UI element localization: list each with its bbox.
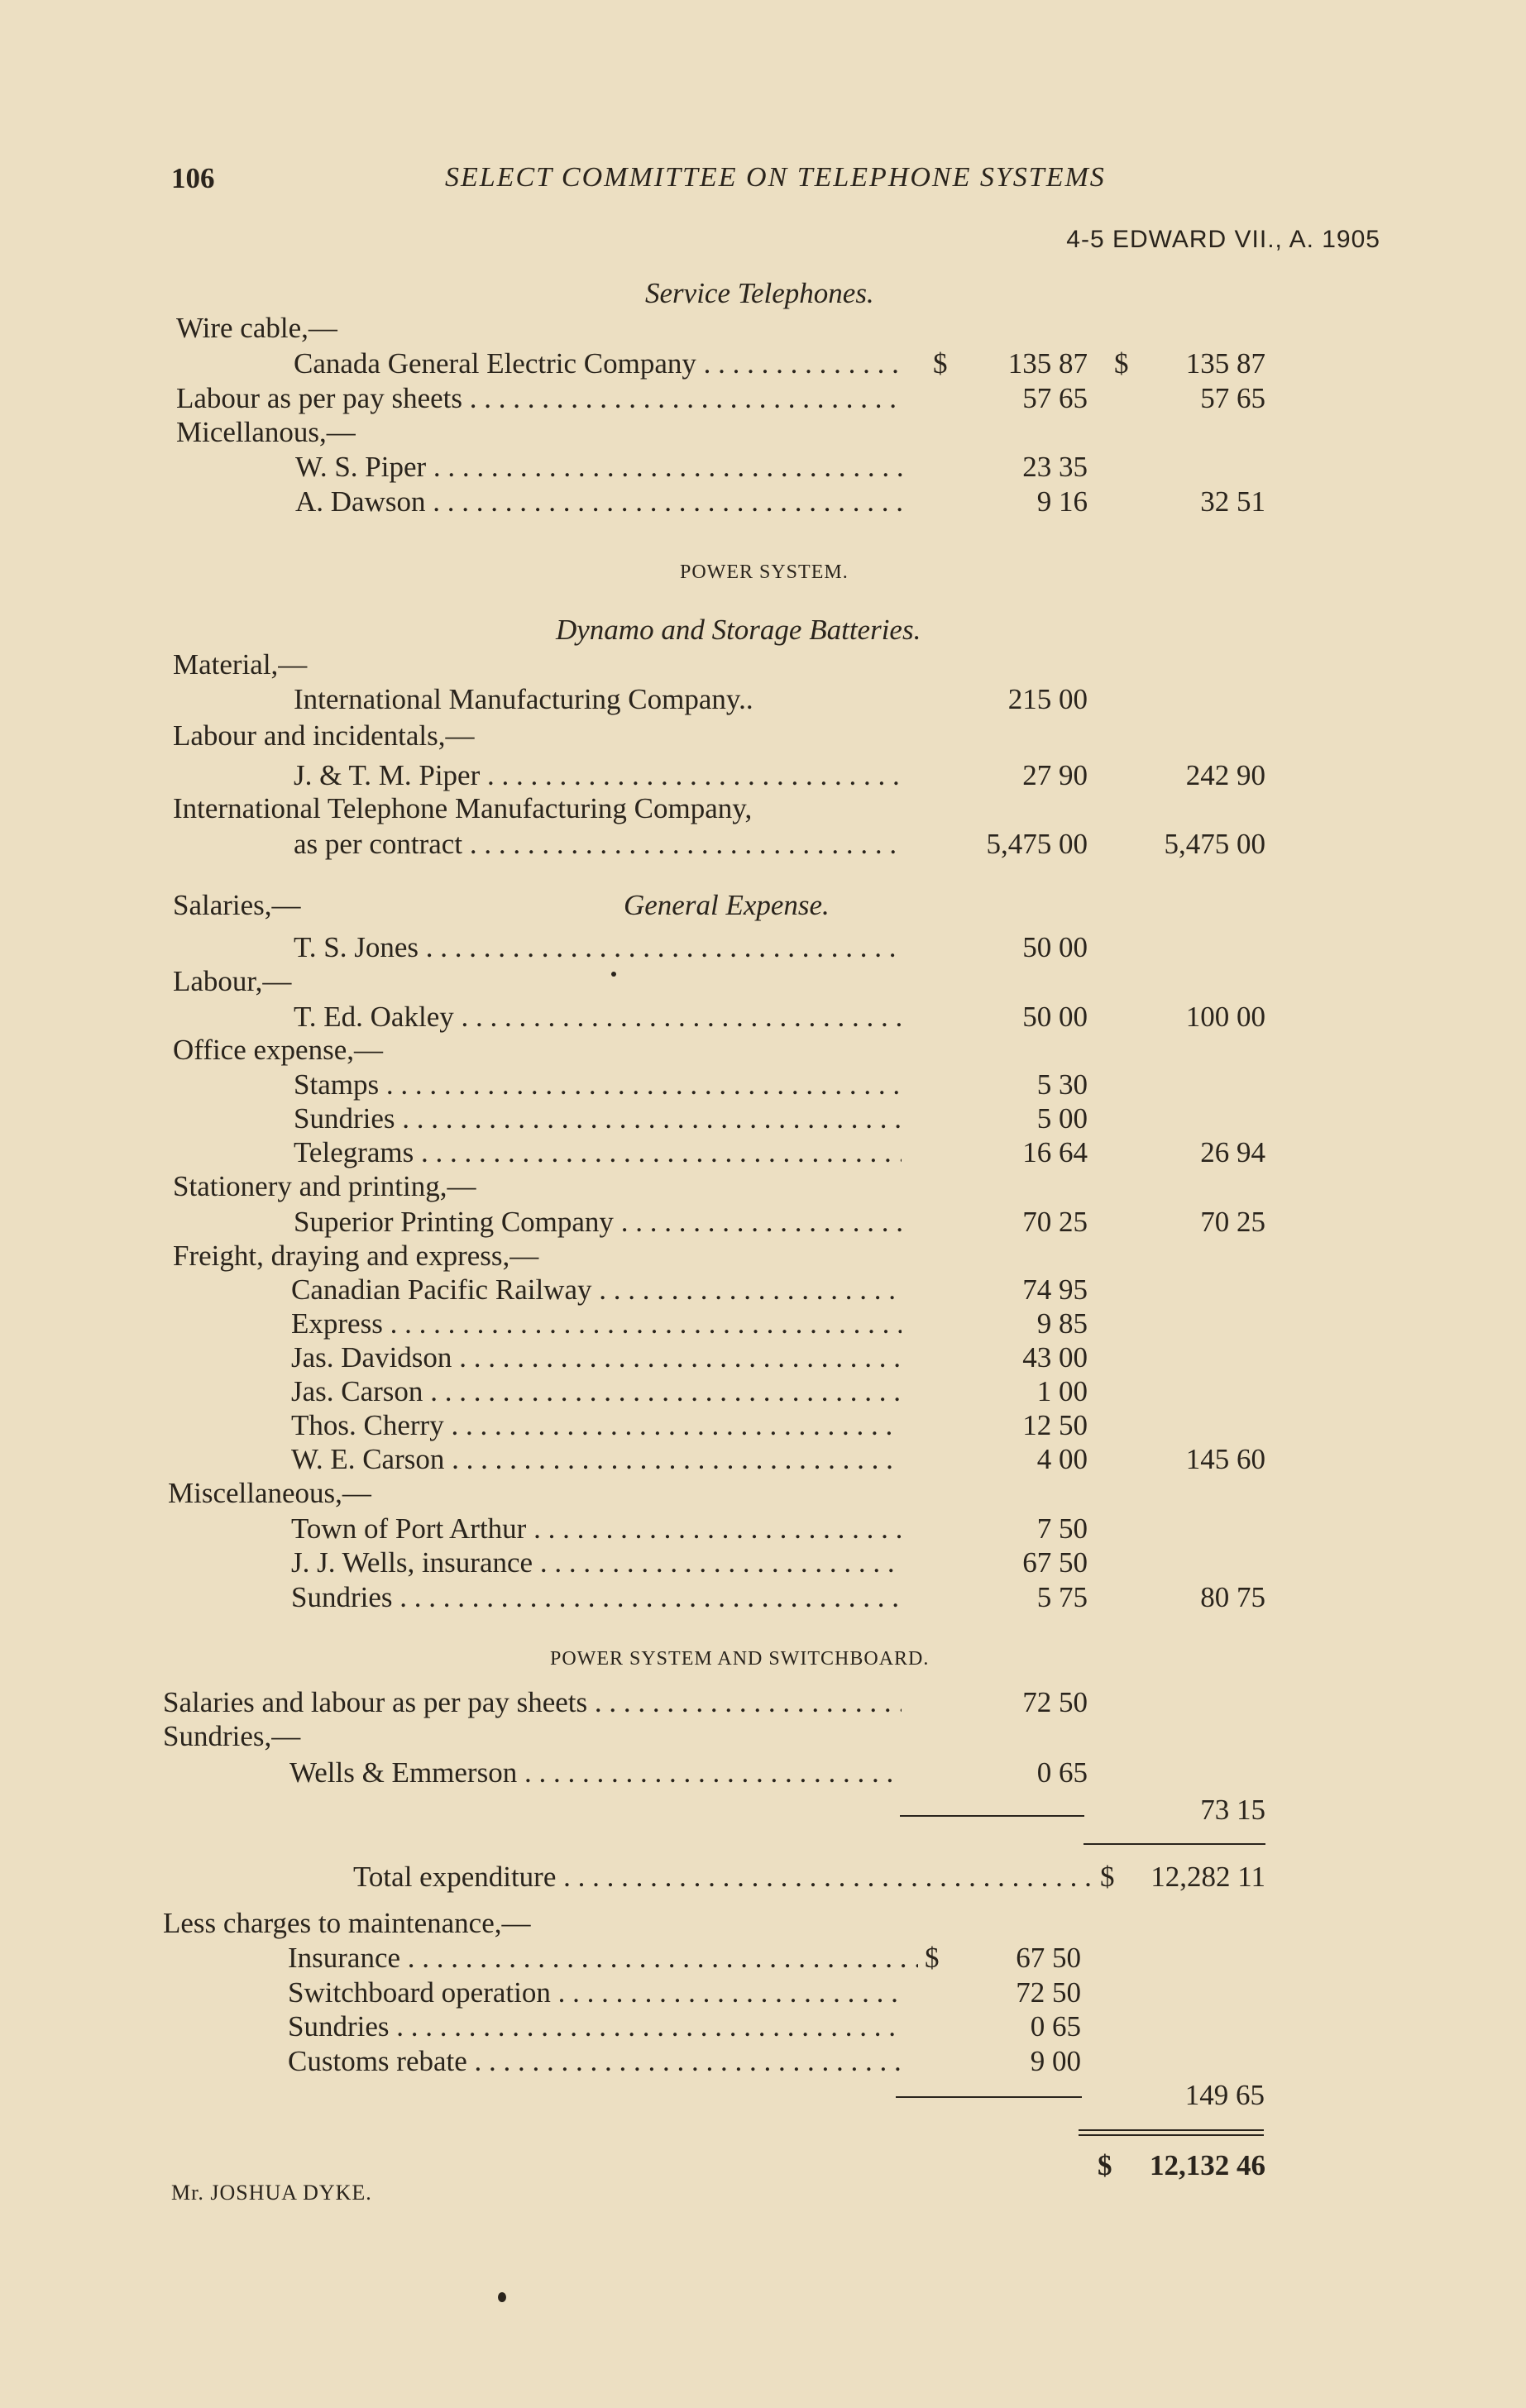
total-amount: 135 87: [1185, 347, 1265, 380]
subtotal-amount: 73 15: [1200, 1794, 1265, 1826]
total-amount: 80 75: [1200, 1581, 1265, 1613]
category-salaries: Salaries,—: [173, 889, 301, 921]
amount: 5 30: [1036, 1068, 1088, 1101]
item-label: W. S. Piper . . .: [295, 451, 903, 484]
amount: 5 75: [1036, 1581, 1088, 1613]
ledger-row: [0, 1068, 1526, 1101]
item-label: Labour as per pay sheets . . .: [176, 382, 902, 415]
item-label: Town of Port Arthur . . .: [291, 1512, 902, 1546]
dollar-sign: $: [933, 347, 948, 380]
item-label: J. & T. M. Piper . . .: [294, 759, 902, 792]
running-title: SELECT COMMITTEE ON TELEPHONE SYSTEMS: [445, 162, 1106, 193]
amount: 67 50: [1016, 1942, 1081, 1974]
amount: 72 50: [1022, 1686, 1088, 1718]
amount: 43 00: [1022, 1341, 1088, 1374]
ledger-row: [0, 1942, 1526, 1975]
total-amount: 100 00: [1185, 1001, 1265, 1033]
category-miscellaneous: Miscellaneous,—: [168, 1477, 371, 1509]
ledger-row: [0, 1581, 1526, 1614]
item-label: J. J. Wells, insurance . . .: [291, 1546, 902, 1579]
amount: 9 00: [1030, 2045, 1081, 2077]
ledger-row: [0, 382, 1526, 415]
amount: 16 64: [1022, 1136, 1088, 1168]
amount: 27 90: [1022, 759, 1088, 791]
total-amount: 26 94: [1200, 1136, 1265, 1168]
section-heading-switchboard: POWER SYSTEM AND SWITCHBOARD.: [550, 1648, 930, 1670]
net-total-row: [0, 2149, 1526, 2182]
item-label: W. E. Carson . . .: [291, 1443, 902, 1476]
ink-speck: [498, 2292, 506, 2302]
total-amount: 5,475 00: [1164, 828, 1265, 860]
section-heading-service-telephones: Service Telephones.: [645, 277, 874, 309]
amount: 23 35: [1022, 451, 1088, 483]
ledger-row: [0, 1546, 1526, 1579]
item-label: Insurance . . .: [288, 1942, 918, 1975]
ledger-row: [0, 828, 1526, 861]
ledger-row: [0, 1102, 1526, 1135]
category-misc: Micellanous,—: [176, 416, 356, 448]
ledger-row: [0, 1001, 1526, 1034]
total-amount: 70 25: [1200, 1206, 1265, 1238]
page-number: 106: [171, 162, 215, 194]
amount: 50 00: [1022, 1001, 1088, 1033]
category-office-expense: Office expense,—: [173, 1034, 383, 1066]
category-material: Material,—: [173, 648, 308, 681]
total-amount: 242 90: [1185, 759, 1265, 791]
amount: 5,475 00: [986, 828, 1088, 860]
item-label: Sundries . . .: [294, 1102, 902, 1135]
net-total-amount: 12,132 46: [1150, 2149, 1265, 2181]
amount: 0 65: [1036, 1756, 1088, 1789]
item-label: Jas. Davidson . . .: [291, 1341, 902, 1374]
ink-speck: [611, 972, 616, 977]
item-label: Jas. Carson . . .: [291, 1375, 902, 1408]
category-labour: Labour,—: [173, 965, 292, 997]
amount: 5 00: [1036, 1102, 1088, 1135]
category-sundries: Sundries,—: [163, 1720, 301, 1752]
item-label: International Manufacturing Company..: [294, 683, 753, 715]
amount: 67 50: [1022, 1546, 1088, 1579]
amount: 215 00: [1007, 683, 1088, 715]
item-label: Express . . .: [291, 1307, 902, 1340]
dollar-sign: $: [1098, 2149, 1112, 2181]
ledger-row: [0, 1206, 1526, 1239]
amount: 72 50: [1016, 1976, 1081, 2009]
category-itmc: International Telephone Manufacturing Company,: [173, 792, 753, 824]
dollar-sign: $: [1100, 1861, 1115, 1893]
ledger-row: [0, 1976, 1526, 2009]
amount: 50 00: [1022, 931, 1088, 963]
section-heading-power-system: POWER SYSTEM.: [680, 561, 849, 583]
amount: 9 16: [1036, 485, 1088, 518]
category-wire-cable: Wire cable,—: [176, 312, 337, 344]
ledger-row: [0, 451, 1526, 484]
item-label: Canadian Pacific Railway . . .: [291, 1273, 902, 1307]
ledger-row: [0, 1341, 1526, 1374]
item-label: Canada General Electric Company . . .: [294, 347, 902, 380]
ledger-row: [0, 759, 1526, 792]
amount: 74 95: [1022, 1273, 1088, 1306]
witness-name: Mr. JOSHUA DYKE.: [171, 2181, 372, 2205]
ledger-row: [0, 485, 1526, 518]
amount: 7 50: [1036, 1512, 1088, 1545]
subsection-heading-dynamo: Dynamo and Storage Batteries.: [556, 614, 921, 646]
dollar-sign: $: [925, 1942, 940, 1974]
net-rule-1: [1079, 2129, 1264, 2131]
item-label: Sundries . . .: [291, 1581, 902, 1614]
ledger-row: [0, 1443, 1526, 1476]
ledger-row: [0, 347, 1526, 380]
ledger-row: [0, 931, 1526, 964]
subsection-heading-general-expense: General Expense.: [624, 889, 830, 921]
ledger-row: [0, 1409, 1526, 1442]
amount: 4 00: [1036, 1443, 1088, 1475]
item-label: Stamps . . .: [294, 1068, 902, 1101]
ledger-row: [0, 1512, 1526, 1546]
ledger-row: [0, 1136, 1526, 1169]
less-charges-heading: Less charges to maintenance,—: [163, 1907, 531, 1939]
dollar-sign: $: [1114, 347, 1129, 380]
ledger-row: [0, 1273, 1526, 1307]
total-expenditure-label: Total expenditure . . .: [353, 1861, 1098, 1894]
ledger-row: [0, 1375, 1526, 1408]
total-amount: 57 65: [1200, 382, 1265, 414]
total-amount: 32 51: [1200, 485, 1265, 518]
amount: 12 50: [1022, 1409, 1088, 1441]
item-label: A. Dawson . . .: [295, 485, 903, 518]
ledger-row: [0, 1756, 1526, 1789]
amount: 1 00: [1036, 1375, 1088, 1407]
ledger-row: [0, 1686, 1526, 1719]
item-label: Salaries and labour as per pay sheets . . .: [163, 1686, 902, 1719]
regnal-year: 4-5 EDWARD VII., A. 1905: [1066, 226, 1380, 253]
total-amount: 145 60: [1185, 1443, 1265, 1475]
amount: 57 65: [1022, 382, 1088, 414]
less-total-amount: 149 65: [1184, 2079, 1265, 2111]
item-label: Sundries . . .: [288, 2010, 902, 2043]
item-label: Superior Printing Company . . .: [294, 1206, 902, 1239]
amount: 0 65: [1030, 2010, 1081, 2042]
item-label: Telegrams . . .: [294, 1136, 902, 1169]
ledger-row: [0, 1861, 1526, 1894]
total-rule: [1084, 1843, 1265, 1845]
category-stationery: Stationery and printing,—: [173, 1170, 476, 1202]
item-label: Thos. Cherry . . .: [291, 1409, 902, 1442]
item-label: Wells & Emmerson . . .: [289, 1756, 902, 1789]
item-label: Customs rebate . . .: [288, 2045, 902, 2078]
item-label: Switchboard operation . . .: [288, 1976, 902, 2009]
net-rule-2: [1079, 2134, 1264, 2136]
amount: 9 85: [1036, 1307, 1088, 1340]
item-label: T. Ed. Oakley . . .: [294, 1001, 902, 1034]
ledger-row: [0, 2010, 1526, 2043]
total-expenditure-amount: 12,282 11: [1150, 1861, 1265, 1893]
item-label: T. S. Jones . . .: [294, 931, 902, 964]
ledger-row: [0, 683, 1526, 716]
category-freight: Freight, draying and express,—: [173, 1240, 539, 1272]
ledger-row: [0, 2045, 1526, 2078]
ledger-row: [0, 1307, 1526, 1340]
category-labour-incidentals: Labour and incidentals,—: [173, 719, 475, 752]
amount: 135 87: [1007, 347, 1088, 380]
amount: 70 25: [1022, 1206, 1088, 1238]
item-label: as per contract . . .: [294, 828, 902, 861]
